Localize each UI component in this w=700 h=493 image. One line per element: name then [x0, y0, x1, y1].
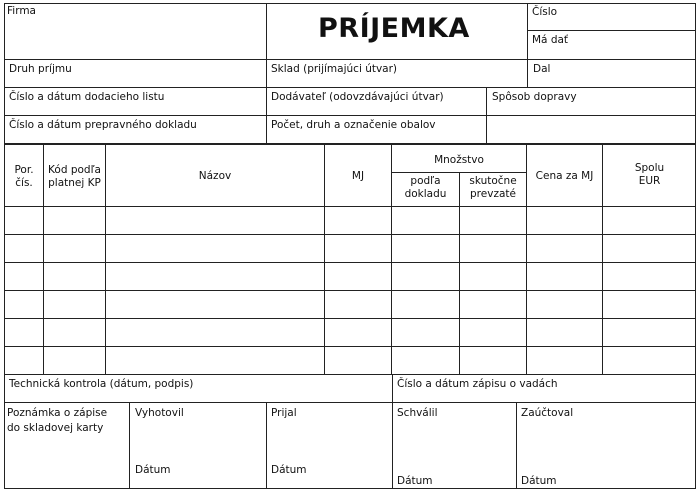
cislo-prepravneho-field[interactable] [5, 116, 266, 143]
firma-label: Firma [7, 5, 36, 17]
table-row[interactable] [5, 235, 695, 262]
header-kod [44, 164, 105, 190]
schvalil-label: Schválil [397, 407, 438, 419]
pocet-obalov-field[interactable] [267, 116, 486, 143]
prijal-field[interactable] [267, 403, 392, 488]
header-skut-line2: prevzaté [470, 188, 516, 200]
cislo-prepravneho-label: Číslo a dátum prepravného dokladu [9, 119, 197, 131]
cislo-dodacieho-label: Číslo a dátum dodacieho listu [9, 91, 165, 103]
technicka-kontrola-field[interactable] [5, 375, 391, 402]
schvalil-field[interactable] [393, 403, 516, 488]
poznamka-field[interactable] [5, 403, 129, 488]
header-por-line2: čís. [15, 177, 33, 189]
header-mj: MJ [351, 170, 365, 182]
header-nazov: Názov [198, 170, 232, 182]
poznamka-label-2: do skladovej karty [7, 422, 104, 434]
vyhotovil-field[interactable] [130, 403, 266, 488]
header-cena: Cena za MJ [535, 170, 594, 182]
header-mnozstvo: Množstvo [434, 154, 484, 166]
poznamka-label-1: Poznámka o zápise [7, 407, 108, 419]
firma-field[interactable] [5, 4, 266, 59]
sklad-field[interactable] [267, 60, 527, 87]
header-podla-line1: podľa [410, 175, 441, 187]
header-spolu-line1: Spolu [634, 162, 665, 174]
header-podla-line2: dokladu [404, 188, 447, 200]
zauctoval-field[interactable] [517, 403, 695, 488]
table-row[interactable] [5, 319, 695, 346]
zauctoval-datum-label: Dátum [521, 475, 557, 487]
header-skut-line1: skutočne [469, 175, 517, 187]
header-kod-line1: Kód podľa [48, 164, 101, 176]
ma-dat-field[interactable] [528, 31, 695, 58]
sposob-dopravy-field[interactable] [487, 88, 695, 115]
ma-dat-label: Má dať [532, 34, 569, 46]
header-por [5, 164, 43, 190]
druh-prijmu-field[interactable] [5, 60, 266, 87]
technicka-kontrola-label: Technická kontrola (dátum, podpis) [9, 378, 194, 390]
receipt-form [4, 3, 696, 489]
sklad-label: Sklad (prijímajúci útvar) [271, 63, 398, 75]
dodavatel-label: Dodávateľ (odovzdávajúci útvar) [271, 91, 444, 103]
header-por-line1: Por. [14, 164, 34, 176]
cislo-field[interactable] [528, 4, 695, 30]
header-spolu-line2: EUR [638, 175, 661, 187]
dal-field[interactable] [528, 60, 695, 87]
header-skutocne-prevzate [460, 175, 526, 201]
vyhotovil-label: Vyhotovil [135, 407, 184, 419]
zauctoval-label: Zaúčtoval [521, 407, 574, 419]
row4-extra-field[interactable] [487, 116, 695, 143]
dodavatel-field[interactable] [267, 88, 486, 115]
dal-label: Dal [533, 63, 551, 75]
table-row[interactable] [5, 347, 695, 374]
header-podla-dokladu [392, 175, 459, 201]
cislo-dodacieho-field[interactable] [5, 88, 266, 115]
form-title: PRÍJEMKA [318, 13, 470, 44]
pocet-obalov-label: Počet, druh a označenie obalov [271, 119, 436, 131]
prijal-label: Prijal [271, 407, 297, 419]
header-kod-line2: platnej KP [48, 177, 101, 189]
cislo-label: Číslo [532, 6, 558, 18]
sposob-dopravy-label: Spôsob dopravy [492, 91, 577, 103]
table-row[interactable] [5, 207, 695, 234]
header-spolu [603, 162, 696, 188]
druh-prijmu-label: Druh príjmu [9, 63, 72, 75]
vyhotovil-datum-label: Dátum [135, 464, 171, 476]
zapis-vady-field[interactable] [393, 375, 695, 402]
table-row[interactable] [5, 291, 695, 318]
prijal-datum-label: Dátum [271, 464, 307, 476]
table-row[interactable] [5, 263, 695, 290]
zapis-vady-label: Číslo a dátum zápisu o vadách [397, 378, 558, 390]
schvalil-datum-label: Dátum [397, 475, 433, 487]
